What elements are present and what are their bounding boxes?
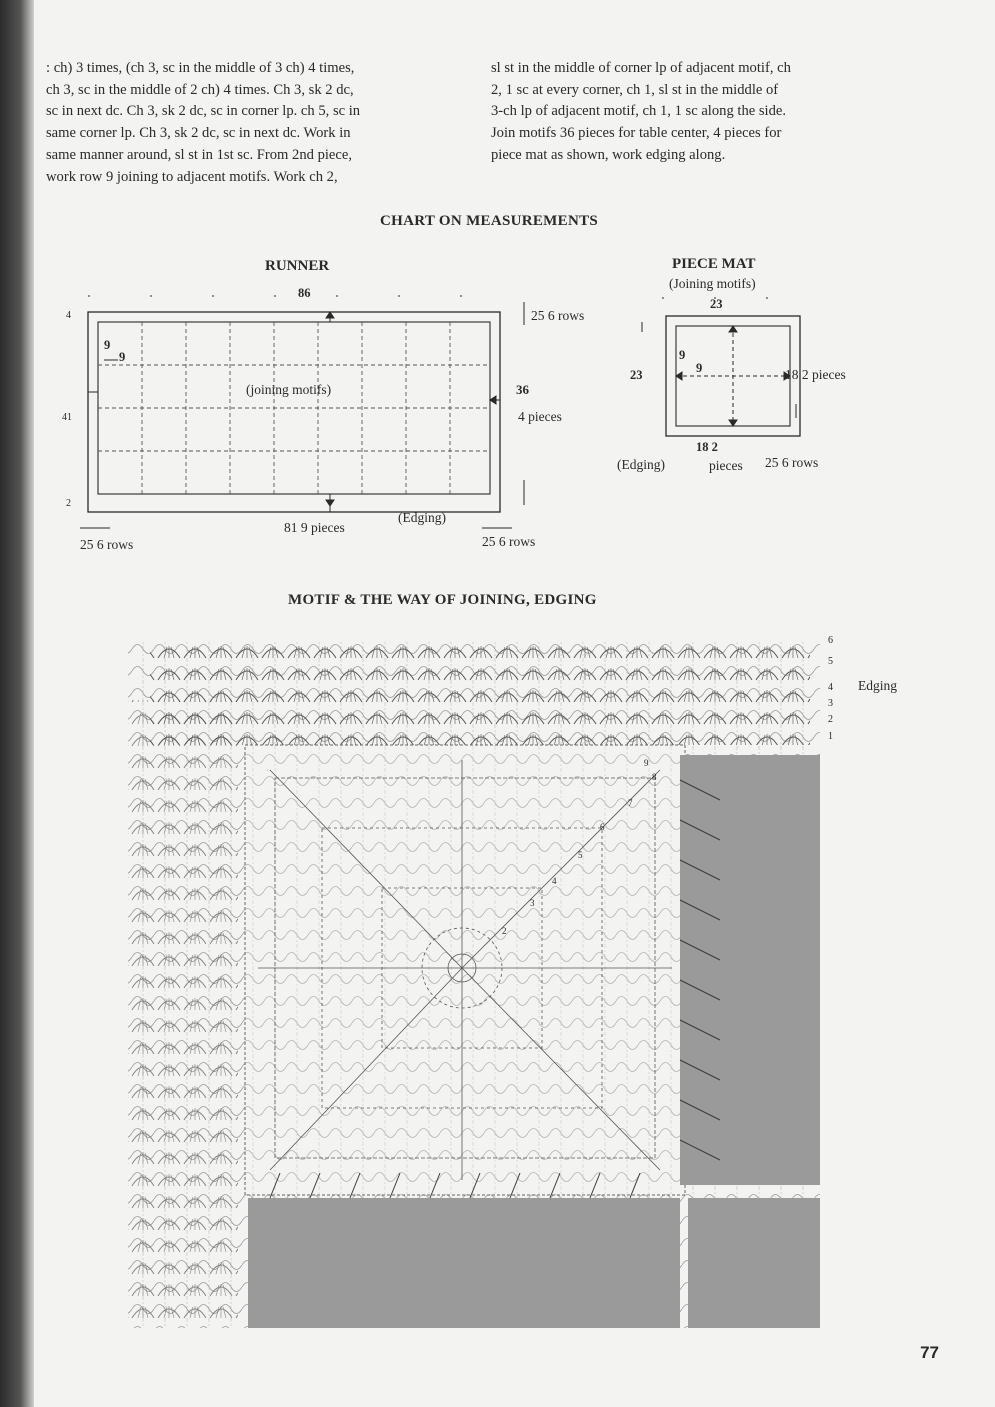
runner-bottom-width: 81 9 pieces	[284, 520, 345, 535]
motif-row-6: 6	[600, 822, 605, 832]
piece-mat-left: 23	[630, 368, 643, 382]
piece-mat-nine-b: 9	[696, 361, 703, 375]
text-line: piece mat as shown, work edging along.	[491, 146, 726, 163]
runner-right-rows: 25 6 rows	[482, 534, 536, 549]
edging-row-3: 3	[828, 698, 833, 709]
text-line: Join motifs 36 pieces for table center, 4 pieces for	[491, 125, 782, 142]
runner-nine-a: 9	[104, 338, 111, 352]
piece-mat-rows: 25 6 rows	[765, 455, 819, 470]
piece-mat-edging: (Edging)	[617, 457, 665, 472]
text-line: : ch) 3 times, (ch 3, sc in the middle of 3 ch) 4 times,	[46, 60, 355, 76]
runner-margin-2: 2	[66, 498, 71, 509]
chart-heading: CHART ON MEASUREMENTS	[380, 213, 599, 229]
piece-mat-subtitle: (Joining motifs)	[669, 276, 756, 291]
text-line: ch 3, sc in the middle of 2 ch) 4 times. Ch 3, sk 2 dc,	[46, 81, 354, 98]
runner-margin-4: 4	[66, 310, 71, 321]
piece-mat-bottom: 18 2	[696, 440, 718, 454]
text-line: sc in next dc. Ch 3, sk 2 dc, sc in corner lp. ch 5, sc in	[46, 103, 361, 120]
edging-row-4: 4	[828, 682, 833, 693]
runner-top-width: 86	[298, 286, 311, 300]
piece-mat-title: PIECE MAT	[672, 256, 756, 272]
runner-height-pieces: 4 pieces	[518, 409, 562, 424]
motif-row-7: 7	[628, 798, 633, 808]
edging-label: Edging	[858, 678, 897, 693]
edging-row-2: 2	[828, 714, 833, 725]
runner-joining-label: (joining motifs)	[246, 382, 332, 397]
runner-left-rows: 25 6 rows	[80, 537, 134, 552]
edging-row-6: 6	[828, 635, 833, 646]
text-line: sl st in the middle of corner lp of adjacent motif, ch	[491, 60, 791, 76]
runner-top-rows: 25 6 rows	[531, 308, 585, 323]
page-number: 77	[920, 1343, 939, 1362]
runner-edging-label: (Edging)	[398, 510, 446, 525]
runner-title: RUNNER	[265, 258, 330, 274]
piece-mat-pieces: pieces	[709, 458, 743, 473]
text-line: 3-ch lp of adjacent motif, ch 1, 1 sc along the side.	[491, 103, 787, 120]
motif-row-9: 9	[644, 758, 649, 768]
text-line: work row 9 joining to adjacent motifs. Work ch 2,	[46, 168, 338, 185]
text-line: same corner lp. Ch 3, sk 2 dc, sc in next dc. Work in	[46, 125, 351, 142]
piece-mat-right: 18 2 pieces	[785, 367, 846, 382]
motif-heading: MOTIF & THE WAY OF JOINING, EDGING	[288, 592, 597, 608]
motif-row-2: 2	[502, 926, 507, 936]
piece-mat-nine-a: 9	[679, 348, 686, 362]
piece-mat-top: 23	[710, 297, 723, 311]
motif-row-8: 8	[652, 772, 657, 782]
runner-height: 36	[516, 382, 529, 397]
edging-row-5: 5	[828, 656, 833, 667]
motif-row-3: 3	[530, 898, 535, 908]
runner-nine-b: 9	[119, 350, 126, 364]
runner-margin-41: 41	[62, 412, 72, 423]
text-line: same manner around, sl st in 1st sc. From 2nd piece,	[46, 146, 353, 163]
motif-row-4: 4	[552, 876, 557, 886]
edging-row-1: 1	[828, 731, 833, 742]
text-line: 2, 1 sc at every corner, ch 1, sl st in the middle of	[491, 81, 779, 98]
motif-row-5: 5	[578, 850, 583, 860]
